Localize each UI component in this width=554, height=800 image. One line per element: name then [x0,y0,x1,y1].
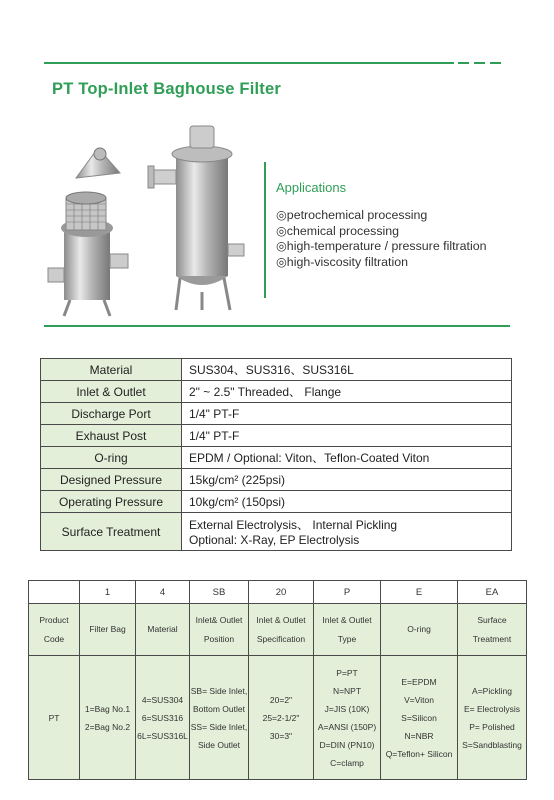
code-option-line: PT [48,712,60,723]
code-header [381,604,458,656]
code-option [29,656,80,780]
spec-value [182,513,512,551]
spec-row [41,447,512,469]
product-code-table [28,580,527,780]
code-option [381,656,458,780]
code-option-line: D=DIN (PN10) [319,739,375,750]
code-option [314,656,381,780]
code-option-line: P=PT [336,667,358,678]
code-header-line: Inlet & Outlet [322,614,372,625]
code-option-line: E= Electrolysis [464,703,520,714]
code-cell: E [381,581,458,604]
code-header-line: Position [203,633,235,644]
code-header-line: Surface [477,614,507,625]
code-option-line: 20=2" [269,694,293,705]
code-header-line: Inlet& Outlet [195,614,243,625]
code-option-line: SB= Side Inlet, [190,685,248,696]
spec-value-line: 10kg/cm² (150psi) [189,494,286,509]
top-divider-dash [474,62,485,64]
code-option [80,656,136,780]
spec-label: Material [41,359,182,381]
top-divider-dash [490,62,501,64]
code-option-line: A=ANSI (150P) [317,721,377,732]
spec-value [182,447,512,469]
spec-row [41,381,512,403]
code-header [136,604,190,656]
code-option-line: 6L=SUS316L [137,730,188,741]
spec-row [41,513,512,551]
code-header-line: Material [147,624,178,634]
code-option-line: 1=Bag No.1 [84,703,131,714]
code-header-line: Filter Bag [89,624,126,634]
spec-value-line: 1/4" PT-F [189,428,240,443]
application-item: ◎high-temperature / pressure filtration [276,239,487,253]
code-header-line: Product [39,614,69,625]
spec-value-line: 15kg/cm² (225psi) [189,472,286,487]
code-option-line: V=Viton [404,694,434,705]
code-option-line: E=EPDM [401,676,437,687]
spec-value [182,425,512,447]
code-option [190,656,249,780]
code-option-line: C=clamp [330,757,364,768]
code-option-line: S=Sandblasting [462,739,522,750]
code-option [458,656,527,780]
code-header-line: O-ring [407,624,431,634]
code-option-line: 25=2-1/2" [262,712,300,723]
top-divider [44,62,454,64]
spec-row [41,469,512,491]
applications-heading: Applications [276,180,347,195]
spec-value [182,491,512,513]
code-option-line: 30=3" [269,730,293,741]
code-cell: SB [190,581,249,604]
spec-value [182,381,512,403]
spec-value-line: 1/4" PT-F [189,406,240,421]
code-option [136,656,190,780]
code-header-line: Inlet & Outlet [256,614,306,625]
code-header [29,604,80,656]
code-option-line: Side Outlet [197,739,241,750]
section-divider [44,325,510,327]
product-photo [40,118,260,318]
code-option-line: N=NPT [332,685,362,696]
application-item: ◎high-viscosity filtration [276,254,409,269]
spec-value-line: SUS304、SUS316、SUS316L [189,363,354,377]
code-header [249,604,314,656]
spec-row [41,491,512,513]
code-option-line: SS= Side Inlet, [190,721,248,732]
code-option-line: 6=SUS316 [141,712,184,723]
spec-value-line: 2" ~ 2.5" Threaded、 Flange [189,385,342,399]
code-cell: 1 [80,581,136,604]
page-title: PT Top-Inlet Baghouse Filter [52,80,281,98]
spec-label: Discharge Port [41,403,182,425]
spec-value-line: Optional: X-Ray, EP Electrolysis [189,533,360,547]
spec-row [41,403,512,425]
code-header [458,604,527,656]
code-option-line: A=Pickling [472,685,512,696]
code-header-line: Code [43,633,65,644]
code-header-line: Treatment [472,633,512,644]
code-option-line: Q=Teflon+ Silicon [385,748,453,759]
code-option-line: J=JIS (10K) [324,703,370,714]
spec-value-line: External Electrolysis、 Internal Pickling [189,518,398,532]
code-cell: 4 [136,581,190,604]
code-option-line: 2=Bag No.2 [84,721,131,732]
application-item: ◎chemical processing [276,223,400,238]
code-cell: 20 [249,581,314,604]
code-header-line: Specification [256,633,306,644]
applications [276,180,487,270]
code-header [190,604,249,656]
spec-label: Surface Treatment [41,513,182,551]
code-option-line: P= Polished [469,721,515,732]
code-header [80,604,136,656]
spec-label: O-ring [41,447,182,469]
applications-divider [264,162,266,298]
code-option-line: N=NBR [404,730,434,741]
spec-row [41,359,512,381]
spec-row [41,425,512,447]
code-option-line: S=Silicon [401,712,437,723]
spec-table [40,358,512,551]
spec-value [182,403,512,425]
spec-value [182,469,512,491]
application-item: ◎petrochemical processing [276,208,428,222]
spec-value [182,359,512,381]
code-cell [29,581,80,604]
code-header [314,604,381,656]
code-option-line: 4=SUS304 [141,694,184,705]
code-option-line: Bottom Outlet [193,703,245,714]
spec-label: Operating Pressure [41,491,182,513]
code-option [249,656,314,780]
code-cell: P [314,581,381,604]
top-divider-dash [458,62,469,64]
code-header-line: Type [337,633,357,644]
spec-value-line: EPDM / Optional: Viton、Teflon-Coated Viton [189,451,430,465]
spec-label: Inlet & Outlet [41,381,182,403]
spec-label: Designed Pressure [41,469,182,491]
spec-label: Exhaust Post [41,425,182,447]
code-cell: EA [458,581,527,604]
